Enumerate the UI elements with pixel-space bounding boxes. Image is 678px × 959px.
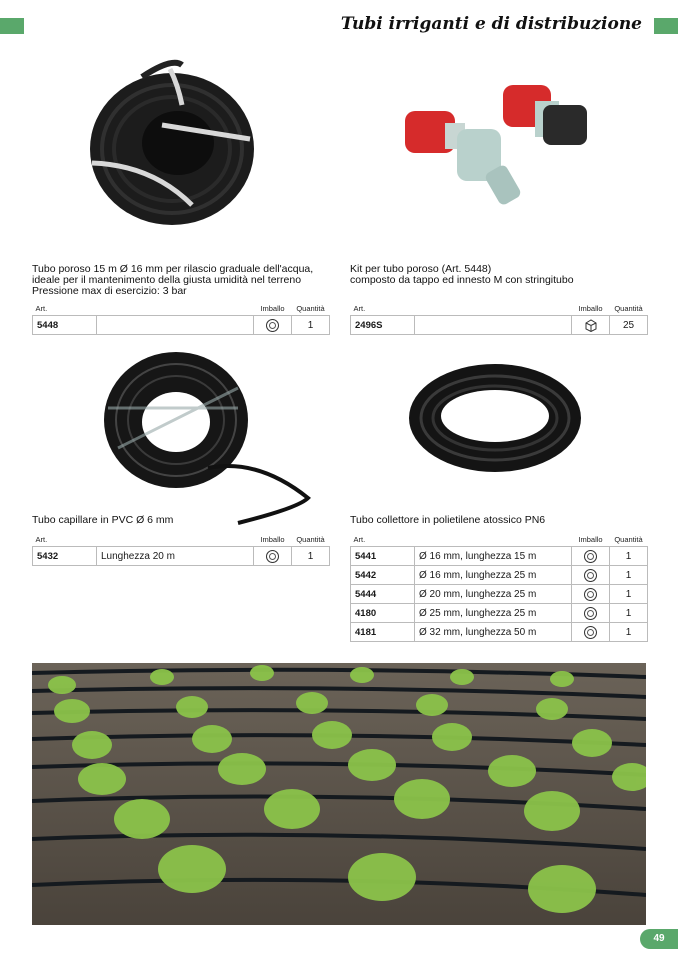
- connector-kit-image: [395, 75, 595, 215]
- ring-icon: [584, 550, 597, 563]
- quantity: 1: [610, 604, 648, 623]
- row-description: Ø 20 mm, lunghezza 25 m: [415, 585, 572, 604]
- header-imballo: Imballo: [260, 304, 285, 313]
- quantity: 1: [610, 547, 648, 566]
- description-line: composto da tappo ed innesto M con stringitubo: [350, 274, 574, 286]
- header-tab-left: [0, 18, 24, 34]
- quantity: 1: [292, 316, 330, 335]
- description-line: Kit per tubo poroso (Art. 5448): [350, 263, 492, 275]
- header-imballo: Imballo: [578, 535, 603, 544]
- art-code: 2496S: [351, 316, 415, 335]
- page-number: 49: [640, 929, 678, 949]
- ring-icon: [266, 319, 279, 332]
- pack-cell: [254, 316, 292, 335]
- header-art: Art.: [353, 304, 366, 313]
- row-description: [97, 316, 254, 335]
- header-desc: [415, 302, 572, 316]
- art-code: 4180: [351, 604, 415, 623]
- ring-icon: [584, 626, 597, 639]
- description-line: Tubo capillare in PVC Ø 6 mm: [32, 514, 174, 526]
- header-quantita: Quantità: [614, 304, 643, 313]
- table-row: [351, 585, 648, 604]
- description-line: Pressione max di esercizio: 3 bar: [32, 285, 187, 297]
- header-quantita: Quantità: [296, 304, 325, 313]
- art-code: 5432: [33, 547, 97, 566]
- pack-cell: [572, 566, 610, 585]
- header-imballo: Imballo: [260, 535, 285, 544]
- pack-cell: [572, 623, 610, 642]
- header-desc: [97, 302, 254, 316]
- row-description: Ø 16 mm, lunghezza 15 m: [415, 547, 572, 566]
- quantity: 1: [292, 547, 330, 566]
- pack-cell: [572, 604, 610, 623]
- product-table-5448: [32, 302, 330, 335]
- header-art: Art.: [35, 535, 48, 544]
- art-code: 4181: [351, 623, 415, 642]
- porous-hose-coil-image: [82, 55, 262, 235]
- product-table-2496s: [350, 302, 648, 335]
- header-art: Art.: [35, 304, 48, 313]
- header-art: Art.: [353, 535, 366, 544]
- table-row: [351, 316, 648, 335]
- polyethylene-tube-coil-image: [405, 358, 585, 483]
- capillary-tube-coil-image: [98, 348, 318, 533]
- quantity: 1: [610, 585, 648, 604]
- quantity: 1: [610, 566, 648, 585]
- box-icon: [584, 319, 598, 332]
- product-description-pn6: [350, 515, 650, 526]
- ring-icon: [584, 588, 597, 601]
- header-quantita: Quantità: [614, 535, 643, 544]
- drip-irrigation-field-image: [32, 663, 646, 925]
- description-line: Tubo collettore in polietilene atossico PN6: [350, 514, 546, 526]
- page-title: Tubi irriganti e di distribuzione: [340, 14, 642, 34]
- header-tab-right: [654, 18, 678, 34]
- pack-cell: [572, 585, 610, 604]
- art-code: 5448: [33, 316, 97, 335]
- header-desc: [415, 533, 572, 547]
- table-row: [33, 547, 330, 566]
- header-quantita: Quantità: [296, 535, 325, 544]
- row-description: Ø 25 mm, lunghezza 25 m: [415, 604, 572, 623]
- art-code: 5442: [351, 566, 415, 585]
- product-description-5448: [32, 264, 332, 297]
- quantity: 1: [610, 623, 648, 642]
- ring-icon: [584, 569, 597, 582]
- table-row: [33, 316, 330, 335]
- table-row: [351, 566, 648, 585]
- header-desc: [97, 533, 254, 547]
- table-row: [351, 547, 648, 566]
- pack-cell: [572, 316, 610, 335]
- ring-icon: [266, 550, 279, 563]
- quantity: 25: [610, 316, 648, 335]
- table-row: [351, 623, 648, 642]
- table-row: [351, 604, 648, 623]
- product-description-5432: [32, 515, 332, 526]
- description-line: Tubo poroso 15 m Ø 16 mm per rilascio graduale dell'acqua,: [32, 263, 314, 275]
- header-imballo: Imballo: [578, 304, 603, 313]
- ring-icon: [584, 607, 597, 620]
- pack-cell: [572, 547, 610, 566]
- description-line: ideale per il mantenimento della giusta umidità nel terreno: [32, 274, 302, 286]
- pack-cell: [254, 547, 292, 566]
- row-description: [415, 316, 572, 335]
- row-description: Ø 32 mm, lunghezza 50 m: [415, 623, 572, 642]
- art-code: 5444: [351, 585, 415, 604]
- product-table-pn6: [350, 533, 648, 642]
- row-description: Lunghezza 20 m: [97, 547, 254, 566]
- row-description: Ø 16 mm, lunghezza 25 m: [415, 566, 572, 585]
- product-description-2496s: [350, 264, 650, 286]
- art-code: 5441: [351, 547, 415, 566]
- product-table-5432: [32, 533, 330, 566]
